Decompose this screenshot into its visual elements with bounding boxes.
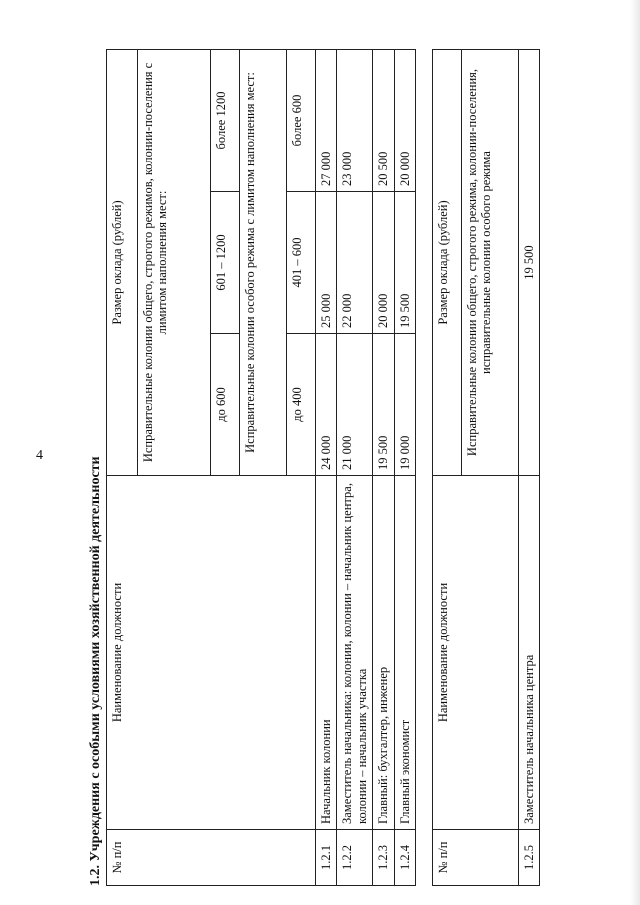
group1-range-3: более 1200 (211, 49, 240, 191)
row-salary-3: 20 500 (373, 49, 394, 191)
row-num: 1.2.4 (394, 830, 415, 886)
row-position-name: Заместитель начальника: колонии, колонии – начальник центра, колонии – начальник участка (337, 476, 373, 830)
row-salary-3: 27 000 (316, 49, 337, 191)
row-position-name: Заместитель начальника центра (519, 476, 540, 830)
col-name-header: Наименование должности (107, 476, 316, 830)
row-num: 1.2.1 (316, 830, 337, 886)
salary-table-2 (432, 49, 540, 886)
salary-header: Размер оклада (рублей) (433, 50, 462, 476)
row-salary-2: 22 000 (337, 192, 373, 334)
section-title: 1.2. Учреждения с особыми условиями хозяйственной деятельности (88, 456, 103, 886)
row-num: 1.2.5 (519, 830, 540, 886)
row-salary-2: 25 000 (316, 192, 337, 334)
group1-range-1: до 600 (211, 334, 240, 476)
group2-range-1: до 400 (287, 334, 316, 476)
table-row (373, 49, 394, 885)
table-row (519, 50, 540, 886)
table-row (316, 49, 337, 885)
group2-range-2: 401 – 600 (287, 192, 316, 334)
row-position-name: Главный экономист (394, 476, 415, 830)
row-salary-2: 19 500 (394, 192, 415, 334)
row-salary-1: 24 000 (316, 334, 337, 476)
table-row (394, 49, 415, 885)
group2-header: Исправительные колонии особого режима с лимитом наполнения мест: (240, 49, 287, 475)
row-salary-3: 23 000 (337, 49, 373, 191)
group1-range-2: 601 – 1200 (211, 192, 240, 334)
row-salary-1: 19 000 (394, 334, 415, 476)
row-salary: 19 500 (519, 50, 540, 476)
scan-edge (630, 0, 640, 905)
salary-table-1 (106, 49, 416, 886)
group1-header: Исправительные колонии общего, строгого режимов, колонии-поселения с лимитом наполнения мест: (138, 49, 211, 475)
group-header: Исправительные колонии общего, строгого режима, колонии-поселения, исправительные колонии особого режима (462, 50, 519, 476)
col-num-header: № п/п (107, 830, 316, 886)
group2-range-3: более 600 (287, 49, 316, 191)
rotated-page-content (86, 26, 556, 886)
row-salary-2: 20 000 (373, 192, 394, 334)
row-position-name: Главный: бухгалтер, инженер (373, 476, 394, 830)
page-number: 4 (36, 448, 43, 463)
row-num: 1.2.3 (373, 830, 394, 886)
row-salary-3: 20 000 (394, 49, 415, 191)
row-num: 1.2.2 (337, 830, 373, 886)
row-salary-1: 19 500 (373, 334, 394, 476)
col-name-header: Наименование должности (433, 476, 519, 830)
salary-header: Размер оклада (рублей) (107, 49, 138, 475)
row-position-name: Начальник колонии (316, 476, 337, 830)
table-row (337, 49, 373, 885)
col-num-header: № п/п (433, 830, 519, 886)
row-salary-1: 21 000 (337, 334, 373, 476)
